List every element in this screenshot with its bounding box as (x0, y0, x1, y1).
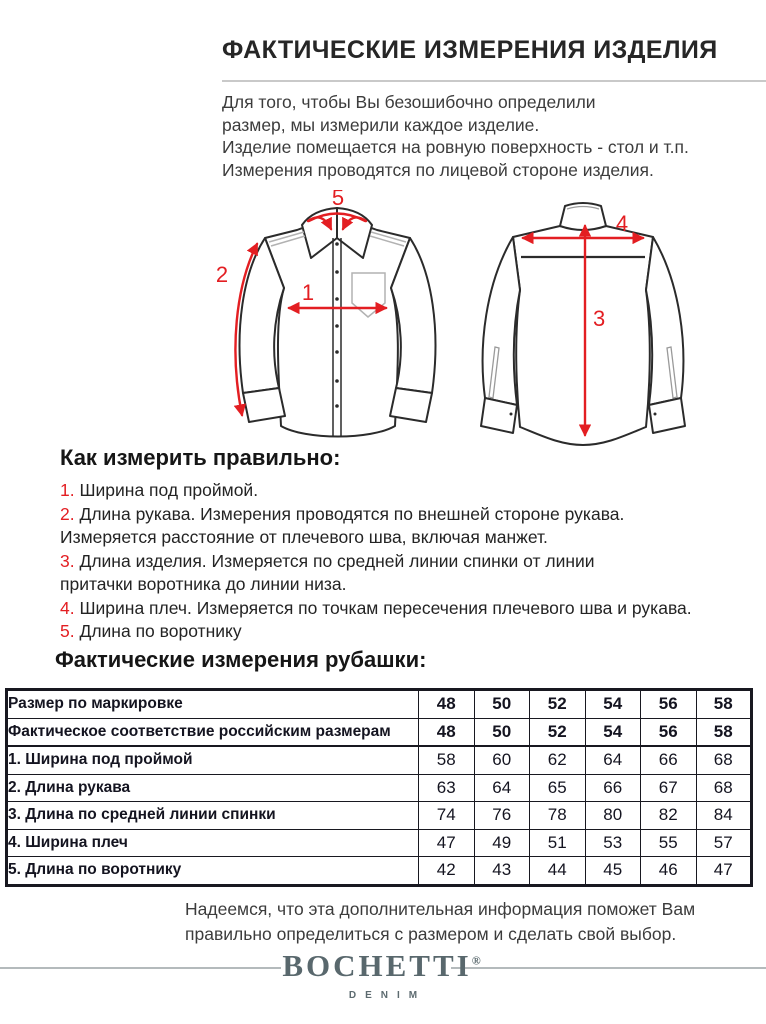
table-cell-value: 68 (696, 746, 752, 774)
size-table (5, 688, 753, 887)
table-row (7, 857, 752, 886)
brand-logo-text: BOCHETTI (282, 948, 472, 983)
shirt-back-left-cuff (481, 398, 517, 433)
table-row (7, 718, 752, 746)
table-row (7, 829, 752, 857)
list-item: 5. Длина по воротнику (60, 621, 242, 641)
brand-logo (0, 948, 766, 984)
table-cell-value: 84 (696, 802, 752, 830)
table-cell-value: 50 (474, 690, 530, 719)
table-cell-value: 76 (474, 802, 530, 830)
table-cell-value: 80 (585, 802, 641, 830)
back-label-3: 3 (593, 306, 606, 331)
intro-line: Для того, чтобы Вы безошибочно определили (222, 92, 596, 112)
table-cell-value: 63 (419, 774, 475, 802)
actual-measurements-heading: Фактические измерения рубашки: (55, 647, 427, 672)
table-cell-value: 56 (641, 718, 697, 746)
table-cell-value: 50 (474, 718, 530, 746)
brand-tagline: DENIM (348, 990, 427, 1001)
table-row-label: Фактическое соответствие российским размерам (7, 718, 419, 746)
list-item: 1. Ширина под проймой. (60, 480, 259, 500)
table-cell-value: 58 (419, 746, 475, 774)
table-row (7, 774, 752, 802)
table-cell-value: 47 (696, 857, 752, 886)
brand-footer (0, 948, 766, 1008)
how-to-list (60, 479, 762, 644)
table-cell-value: 56 (641, 690, 697, 719)
table-cell-value: 53 (585, 829, 641, 857)
table-cell-value: 60 (474, 746, 530, 774)
table-cell-value: 51 (530, 829, 586, 857)
shirt-front-left-cuff (243, 388, 285, 422)
size-table-body (7, 690, 752, 886)
title-divider (222, 80, 766, 82)
shirt-back-diagram (470, 195, 766, 450)
list-item: 3. Длина изделия. Измеряется по средней линии спинки от линии (60, 550, 595, 571)
table-cell-value: 54 (585, 718, 641, 746)
table-cell-value: 57 (696, 829, 752, 857)
list-item: 2. Длина рукава. Измерения проводятся по внешней стороне рукава. (60, 503, 625, 524)
list-item-continued: Измеряется расстояние от плечевого шва, включая манжет. (60, 527, 548, 547)
table-cell-value: 52 (530, 718, 586, 746)
table-cell-value: 58 (696, 718, 752, 746)
list-item-number: 2. (60, 503, 75, 524)
list-item-number: 3. (60, 550, 75, 571)
shirt-back-right-sleeve (646, 237, 683, 405)
intro-line: размер, мы измерили каждое изделие. (222, 114, 540, 135)
table-cell-value: 45 (585, 857, 641, 886)
shirt-back-left-sleeve (483, 237, 520, 405)
table-cell-value: 47 (419, 829, 475, 857)
table-row (7, 690, 752, 719)
intro-line: Измерения проводятся по лицевой стороне изделия. (222, 159, 654, 180)
front-label-1: 1 (301, 280, 315, 305)
table-cell-value: 65 (530, 774, 586, 802)
table-row (7, 802, 752, 830)
table-cell-value: 68 (696, 774, 752, 802)
table-cell-value: 44 (530, 857, 586, 886)
list-item-number: 4. (60, 597, 75, 618)
table-cell-value: 43 (474, 857, 530, 886)
table-cell-value: 64 (474, 774, 530, 802)
shirt-back-body (513, 226, 653, 445)
table-cell-value: 46 (641, 857, 697, 886)
table-cell-value: 82 (641, 802, 697, 830)
table-cell-value: 67 (641, 774, 697, 802)
table-cell-value: 54 (585, 690, 641, 719)
table-row-label: 2. Длина рукава (7, 774, 419, 802)
list-item-number: 1. (60, 480, 75, 500)
list-item-number: 5. (60, 621, 75, 641)
table-cell-value: 74 (419, 802, 475, 830)
list-item: 4. Ширина плеч. Измеряется по точкам пересечения плечевого шва и рукава. (60, 597, 692, 618)
shirt-back-right-cuff (649, 398, 685, 433)
table-row-label: 4. Ширина плеч (7, 829, 419, 857)
table-row (7, 746, 752, 774)
table-cell-value: 55 (641, 829, 697, 857)
front-label-5: 5 (331, 190, 345, 210)
page-title: ФАКТИЧЕСКИЕ ИЗМЕРЕНИЯ ИЗДЕЛИЯ (222, 36, 718, 64)
back-label-4: 4 (615, 211, 629, 236)
table-row-label: Размер по маркировке (7, 690, 419, 719)
closing-line: Надеемся, что эта дополнительная информация поможет Вам (185, 899, 696, 919)
table-cell-value: 66 (641, 746, 697, 774)
table-cell-value: 66 (585, 774, 641, 802)
table-cell-value: 49 (474, 829, 530, 857)
table-cell-value: 42 (419, 857, 475, 886)
table-cell-value: 58 (696, 690, 752, 719)
how-to-measure-heading: Как измерить правильно: (60, 445, 341, 470)
intro-text (222, 91, 689, 181)
table-cell-value: 52 (530, 690, 586, 719)
closing-note (185, 897, 695, 947)
list-item-continued: притачки воротника до линии низа. (60, 574, 347, 594)
registered-mark: ® (471, 953, 484, 968)
table-cell-value: 48 (419, 690, 475, 719)
table-row-label: 1. Ширина под проймой (7, 746, 419, 774)
front-label-2: 2 (215, 262, 229, 287)
table-cell-value: 62 (530, 746, 586, 774)
closing-line: правильно определиться с размером и сделать свой выбор. (185, 924, 677, 944)
intro-line: Изделие помещается на ровную поверхность - стол и т.п. (222, 137, 689, 157)
shirt-front-right-cuff (390, 388, 432, 422)
table-row-label: 5. Длина по воротнику (7, 857, 419, 886)
table-row-label: 3. Длина по средней линии спинки (7, 802, 419, 830)
table-cell-value: 78 (530, 802, 586, 830)
shirt-front-diagram (205, 190, 480, 442)
table-cell-value: 48 (419, 718, 475, 746)
table-cell-value: 64 (585, 746, 641, 774)
